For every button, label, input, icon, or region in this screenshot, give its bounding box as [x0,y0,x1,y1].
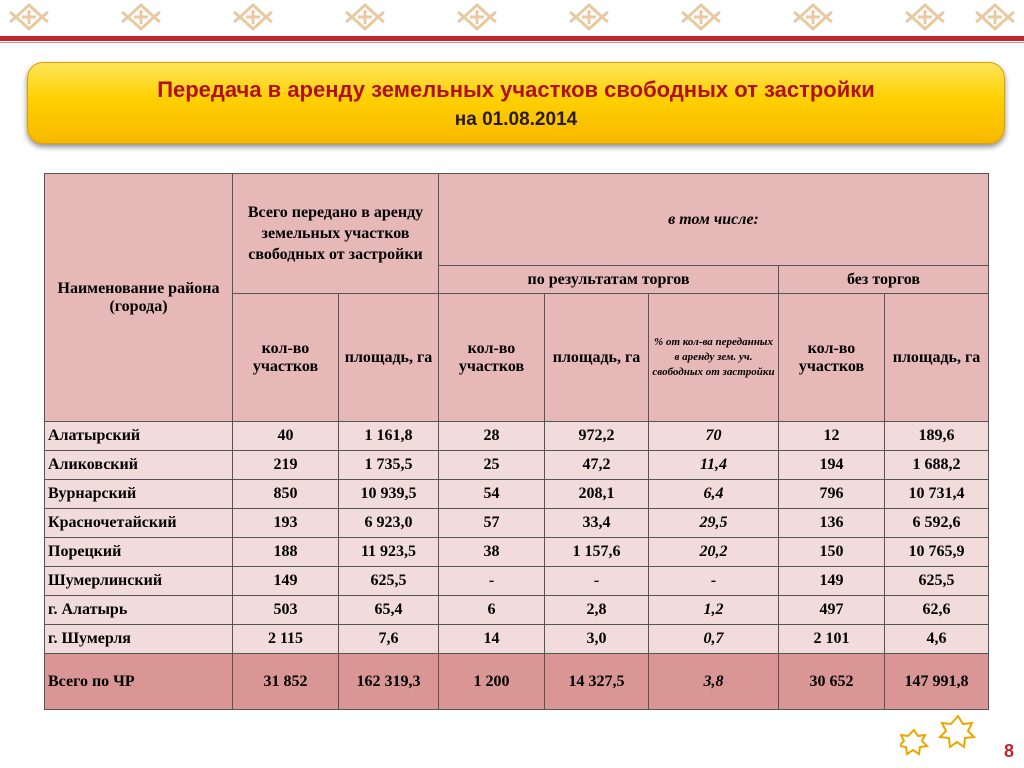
total-area: 7,6 [339,625,439,654]
total-count: 31 852 [233,654,339,710]
district-name: Порецкий [45,538,233,567]
total-count: 40 [233,422,339,451]
auction-count: 6 [439,596,545,625]
header-auction-percent: % от кол-ва переданных в аренду зем. уч. свободных от застройки [649,294,779,422]
district-name: Аликовский [45,451,233,480]
total-count: 503 [233,596,339,625]
chuvash-ornament-icon [338,2,392,32]
ornament-band [0,0,1024,34]
district-name: г. Шумерля [45,625,233,654]
no-auction-count: 30 652 [779,654,885,710]
table-row [45,422,989,451]
no-auction-area: 189,6 [885,422,989,451]
table-row [45,538,989,567]
auction-count: 38 [439,538,545,567]
header-auction-area: площадь, га [545,294,649,422]
no-auction-count: 12 [779,422,885,451]
chuvash-ornament-icon [674,2,728,32]
auction-count: 1 200 [439,654,545,710]
total-count: 850 [233,480,339,509]
table-row [45,509,989,538]
no-auction-area: 10 765,9 [885,538,989,567]
chuvash-ornament-icon [898,2,952,32]
district-name: Красночетайский [45,509,233,538]
header-auction-count: кол-во участков [439,294,545,422]
header-auction: по результатам торгов [439,266,779,294]
no-auction-area: 625,5 [885,567,989,596]
total-count: 2 115 [233,625,339,654]
subtitle-prefix: на [454,109,477,130]
auction-percent: 29,5 [649,509,779,538]
total-label: Всего по ЧР [45,654,233,710]
land-lease-table [44,173,989,710]
divider-line-thin [0,42,1024,43]
total-area: 11 923,5 [339,538,439,567]
chuvash-ornament-icon [114,2,168,32]
total-area: 625,5 [339,567,439,596]
auction-count: 28 [439,422,545,451]
subtitle-date: 01.08.2014 [482,109,578,130]
chuvash-ornament-icon [562,2,616,32]
header-district: Наименование района (города) [45,174,233,422]
header-including: в том числе: [439,174,989,266]
auction-area: 1 157,6 [545,538,649,567]
title-banner [27,62,1005,144]
no-auction-area: 1 688,2 [885,451,989,480]
total-area: 162 319,3 [339,654,439,710]
auction-count: 57 [439,509,545,538]
auction-percent: 20,2 [649,538,779,567]
auction-area: 3,0 [545,625,649,654]
no-auction-count: 149 [779,567,885,596]
district-name: Шумерлинский [45,567,233,596]
table-row [45,451,989,480]
chuvash-ornament-icon [450,2,504,32]
district-name: Вурнарский [45,480,233,509]
total-count: 188 [233,538,339,567]
district-name: Алатырский [45,422,233,451]
total-area: 1 735,5 [339,451,439,480]
no-auction-count: 796 [779,480,885,509]
header-no-auction-area: площадь, га [885,294,989,422]
chuvash-ornament-icon [2,2,56,32]
no-auction-count: 150 [779,538,885,567]
chuvash-ornament-icon [786,2,840,32]
auction-percent: 6,4 [649,480,779,509]
chuvash-ornament-icon [226,2,280,32]
header-total-area: площадь, га [339,294,439,422]
auction-area: 2,8 [545,596,649,625]
auction-area: 47,2 [545,451,649,480]
table-row [45,567,989,596]
total-area: 6 923,0 [339,509,439,538]
no-auction-area: 10 731,4 [885,480,989,509]
district-name: г. Алатырь [45,596,233,625]
total-area: 65,4 [339,596,439,625]
no-auction-area: 6 592,6 [885,509,989,538]
header-no-auction-count: кол-во участков [779,294,885,422]
auction-area: 14 327,5 [545,654,649,710]
auction-percent: 11,4 [649,451,779,480]
auction-percent: 3,8 [649,654,779,710]
no-auction-count: 194 [779,451,885,480]
auction-percent: - [649,567,779,596]
page-number: 8 [1003,741,1014,761]
no-auction-area: 4,6 [885,625,989,654]
no-auction-count: 136 [779,509,885,538]
header-total: Всего передано в аренду земельных участков свободных от застройки [233,174,439,294]
auction-area: - [545,567,649,596]
auction-percent: 1,2 [649,596,779,625]
auction-percent: 70 [649,422,779,451]
auction-count: 54 [439,480,545,509]
auction-area: 33,4 [545,509,649,538]
total-count: 193 [233,509,339,538]
header-total-count: кол-во участков [233,294,339,422]
total-area: 1 161,8 [339,422,439,451]
table-row [45,596,989,625]
auction-count: 14 [439,625,545,654]
divider-line [0,36,1024,41]
auction-area: 208,1 [545,480,649,509]
total-count: 219 [233,451,339,480]
no-auction-area: 62,6 [885,596,989,625]
table-row [45,625,989,654]
page-subtitle [28,109,1004,131]
chuvash-ornament-icon [968,2,1022,32]
no-auction-count: 2 101 [779,625,885,654]
auction-count: 25 [439,451,545,480]
auction-area: 972,2 [545,422,649,451]
auction-percent: 0,7 [649,625,779,654]
no-auction-area: 147 991,8 [885,654,989,710]
auction-count: - [439,567,545,596]
total-count: 149 [233,567,339,596]
page-title: Передача в аренду земельных участков свободных от застройки [157,77,875,102]
table-row [45,480,989,509]
total-area: 10 939,5 [339,480,439,509]
header-no-auction: без торгов [779,266,989,294]
table-total-row [45,654,989,710]
no-auction-count: 497 [779,596,885,625]
